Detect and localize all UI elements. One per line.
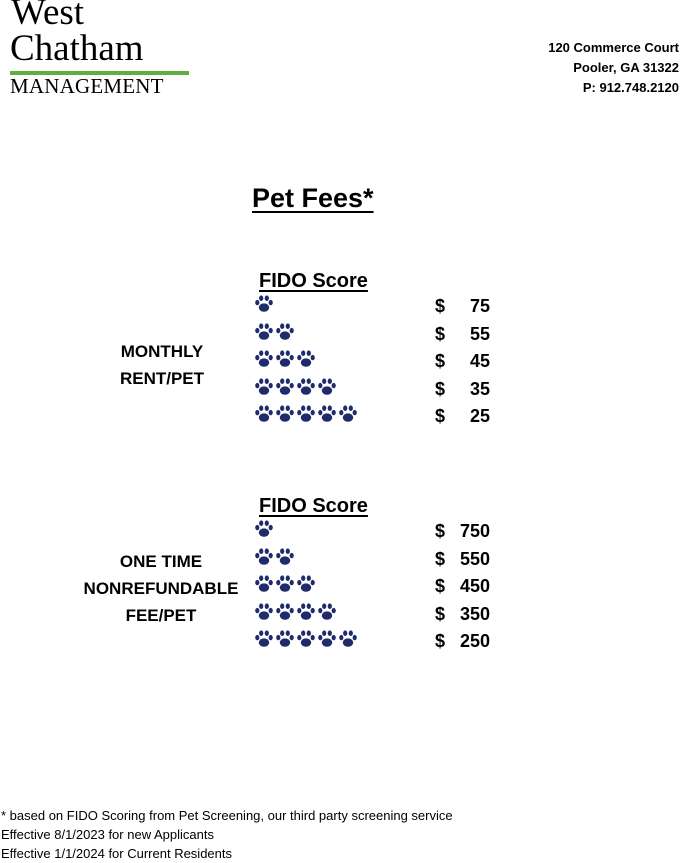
currency-symbol: $ [435,296,446,316]
fee-amount: 55 [469,323,490,344]
fido-score-paws [254,294,274,318]
paw-print-icon [296,404,316,424]
page-title: Pet Fees* [252,183,374,213]
address-city: Pooler, GA 31322 [573,60,679,75]
footnote-fido-source: * based on FIDO Scoring from Pet Screening, our third party screening service [1,808,453,823]
paw-print-icon [254,377,274,397]
paw-print-icon [296,349,316,369]
logo-line-chatham: Chatham [10,28,144,69]
paw-print-icon [317,602,337,622]
fee-amount: 450 [459,576,490,596]
section-label-line: NONREFUNDABLE [83,579,239,598]
paw-print-icon [275,602,295,622]
address-street: 120 Commerce Court [548,40,679,55]
fee-amount: 25 [469,406,490,426]
fido-score-paws [254,547,295,571]
paw-print-icon [254,322,274,342]
footnote-residents-date: Effective 1/1/2024 for Current Residents [1,846,232,861]
paw-print-icon [317,404,337,424]
paw-print-icon [275,547,295,567]
fee-tier-row [0,320,681,347]
section-label-line: FEE/PET [125,606,197,625]
paw-print-icon [338,404,358,424]
currency-symbol: $ [435,351,446,371]
fee-amount: 550 [459,548,490,569]
paw-print-icon [254,547,274,567]
logo-line-management: MANAGEMENT [10,74,164,98]
fee-tier-row [0,375,681,402]
paw-print-icon [317,629,337,649]
paw-print-icon [254,519,274,539]
section-label-line: ONE TIME [119,552,203,571]
fido-score-paws [254,322,295,346]
fee-amount: 250 [459,631,490,651]
fido-score-heading: FIDO Score [259,495,368,517]
paw-print-icon [254,349,274,369]
currency-symbol: $ [435,406,446,426]
fee-amount: 350 [459,603,490,624]
fido-score-heading: FIDO Score [259,270,368,292]
currency-symbol: $ [435,603,446,624]
footnote-applicants-date: Effective 8/1/2023 for new Applicants [1,827,214,842]
paw-print-icon [317,377,337,397]
paw-print-icon [296,574,316,594]
footnotes [1,806,453,863]
fee-tier-row [0,402,681,429]
fido-score-paws [254,377,337,401]
fee-tier-row [0,572,681,599]
fido-score-paws [254,574,316,598]
fee-amount: 35 [469,378,490,399]
currency-symbol: $ [435,323,446,344]
fee-tier-row [0,347,681,374]
fee-amount: 75 [469,296,490,316]
paw-print-icon [275,629,295,649]
address-phone: P: 912.748.2120 [582,80,679,95]
company-address [548,38,679,98]
paw-print-icon [275,404,295,424]
fido-score-paws [254,404,358,428]
currency-symbol: $ [435,378,446,399]
paw-print-icon [254,629,274,649]
paw-print-icon [275,349,295,369]
paw-print-icon [254,574,274,594]
logo-line-west: West [11,0,85,33]
fee-tier-row [0,292,681,319]
fee-tier-row [0,517,681,544]
paw-print-icon [275,322,295,342]
fido-score-paws [254,629,358,653]
paw-print-icon [254,404,274,424]
paw-print-icon [254,602,274,622]
fee-tier-row [0,600,681,627]
fido-score-paws [254,519,274,543]
fido-score-paws [254,349,316,373]
currency-symbol: $ [435,631,446,651]
currency-symbol: $ [435,521,446,541]
paw-print-icon [254,294,274,314]
paw-print-icon [275,574,295,594]
currency-symbol: $ [435,576,446,596]
section-label-line: MONTHLY [120,342,204,361]
paw-print-icon [296,377,316,397]
fido-score-paws [254,602,337,626]
paw-print-icon [338,629,358,649]
paw-print-icon [296,602,316,622]
currency-symbol: $ [435,548,446,569]
fee-tier-row [0,627,681,654]
section-label-line: RENT/PET [119,369,205,388]
fee-amount: 45 [469,351,490,371]
fee-tier-row [0,545,681,572]
fee-amount: 750 [459,521,490,541]
paw-print-icon [296,629,316,649]
paw-print-icon [275,377,295,397]
